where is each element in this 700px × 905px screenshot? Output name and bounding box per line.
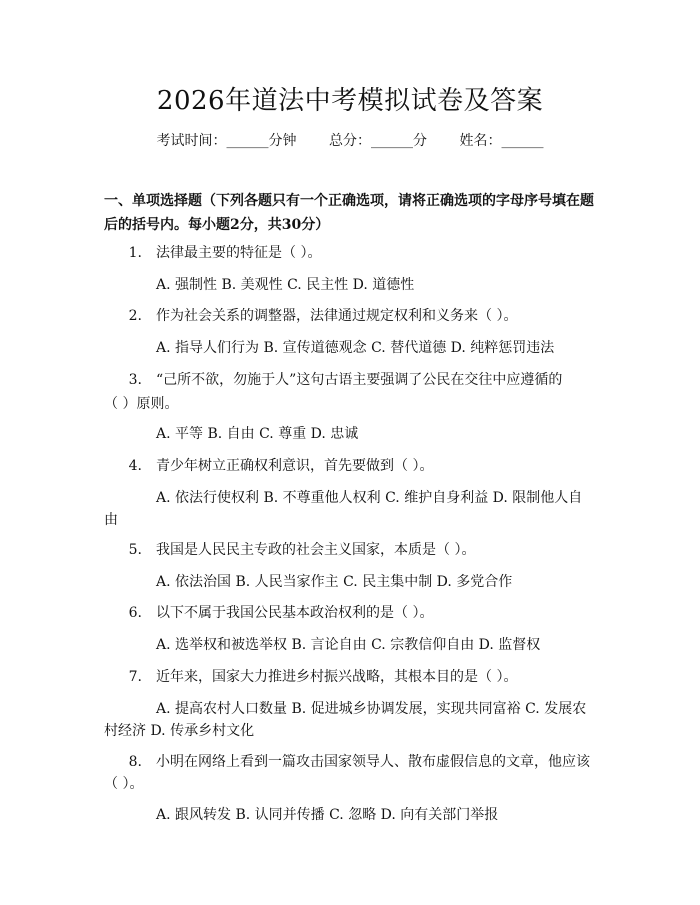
question-4 — [104, 454, 598, 478]
question-stem-continued: （ ）原则。 — [104, 396, 179, 412]
question-stem: “己所不欲，勿施于人”这句古语主要强调了公民在交往中应遵循的 — [156, 372, 563, 388]
question-5 — [104, 538, 598, 562]
question-6 — [104, 601, 598, 625]
section-heading — [104, 189, 602, 237]
question-1-options — [104, 273, 598, 297]
question-stem: 小明在网络上看到一篇攻击国家领导人、散布虚假信息的文章，他应该 — [156, 754, 590, 770]
question-number: 7. — [128, 669, 142, 685]
question-8-continued — [104, 772, 598, 796]
question-number: 8. — [128, 754, 142, 770]
question-stem: 我国是人民民主专政的社会主义国家，本质是（ ）。 — [156, 542, 476, 558]
question-6-options — [104, 633, 598, 657]
question-stem: 近年来，国家大力推进乡村振兴战略，其根本目的是（ ）。 — [156, 669, 518, 685]
question-8-options — [104, 803, 598, 827]
exam-time-field: 考试时间：______分钟 — [156, 133, 297, 149]
options-text: A. 强制性 B. 美观性 C. 民主性 D. 道德性 — [156, 277, 415, 293]
question-stem-continued: （ ）。 — [104, 776, 144, 792]
question-number: 5. — [128, 542, 142, 558]
section-heading-line-1: 一、单项选择题（下列各题只有一个正确选项，请将正确选项的字母序号填在题 — [104, 193, 594, 209]
question-5-options — [104, 570, 598, 594]
options-text: A. 跟风转发 B. 认同并传播 C. 忽略 D. 向有关部门举报 — [156, 807, 499, 823]
options-text: A. 依法治国 B. 人民当家作主 C. 民主集中制 D. 多党合作 — [156, 574, 513, 590]
question-3 — [104, 368, 598, 392]
options-text: A. 指导人们行为 B. 宣传道德观念 C. 替代道德 D. 纯粹惩罚违法 — [156, 340, 555, 356]
options-text-continued: 由 — [104, 512, 118, 528]
exam-meta — [0, 131, 700, 151]
question-2-options — [104, 336, 598, 360]
options-text: A. 依法行使权利 B. 不尊重他人权利 C. 维护自身利益 D. 限制他人自 — [156, 490, 583, 506]
question-1 — [104, 241, 598, 265]
total-score-field: 总分：______分 — [329, 133, 427, 149]
question-number: 2. — [128, 308, 142, 324]
question-7-options-continued — [104, 719, 598, 743]
question-number: 6. — [128, 605, 142, 621]
question-number: 4. — [128, 458, 142, 474]
question-4-options — [104, 486, 598, 510]
question-number: 1. — [128, 245, 142, 261]
question-number: 3. — [128, 372, 142, 388]
section-heading-line-2: 后的括号内。每小题2分，共30分） — [104, 217, 330, 233]
question-3-options — [104, 422, 598, 446]
question-8 — [104, 750, 598, 774]
question-stem: 作为社会关系的调整器，法律通过规定权利和义务来（ ）。 — [156, 308, 518, 324]
question-7 — [104, 665, 598, 689]
question-3-continued — [104, 392, 598, 416]
question-stem: 青少年树立正确权利意识，首先要做到（ ）。 — [156, 458, 434, 474]
question-stem: 以下不属于我国公民基本政治权利的是（ ）。 — [156, 605, 434, 621]
options-text: A. 提高农村人口数量 B. 促进城乡协调发展，实现共同富裕 C. 发展农 — [156, 701, 587, 717]
question-4-options-continued — [104, 508, 598, 532]
student-name-field: 姓名：______ — [459, 133, 544, 149]
question-7-options — [104, 697, 598, 721]
page-title: 2026年道法中考模拟试卷及答案 — [156, 86, 544, 116]
options-text: A. 平等 B. 自由 C. 尊重 D. 忠诚 — [156, 426, 359, 442]
question-2 — [104, 304, 598, 328]
options-text-continued: 村经济 D. 传承乡村文化 — [104, 723, 255, 739]
options-text: A. 选举权和被选举权 B. 言论自由 C. 宗教信仰自由 D. 监督权 — [156, 637, 541, 653]
question-stem: 法律最主要的特征是（ ）。 — [156, 245, 322, 261]
